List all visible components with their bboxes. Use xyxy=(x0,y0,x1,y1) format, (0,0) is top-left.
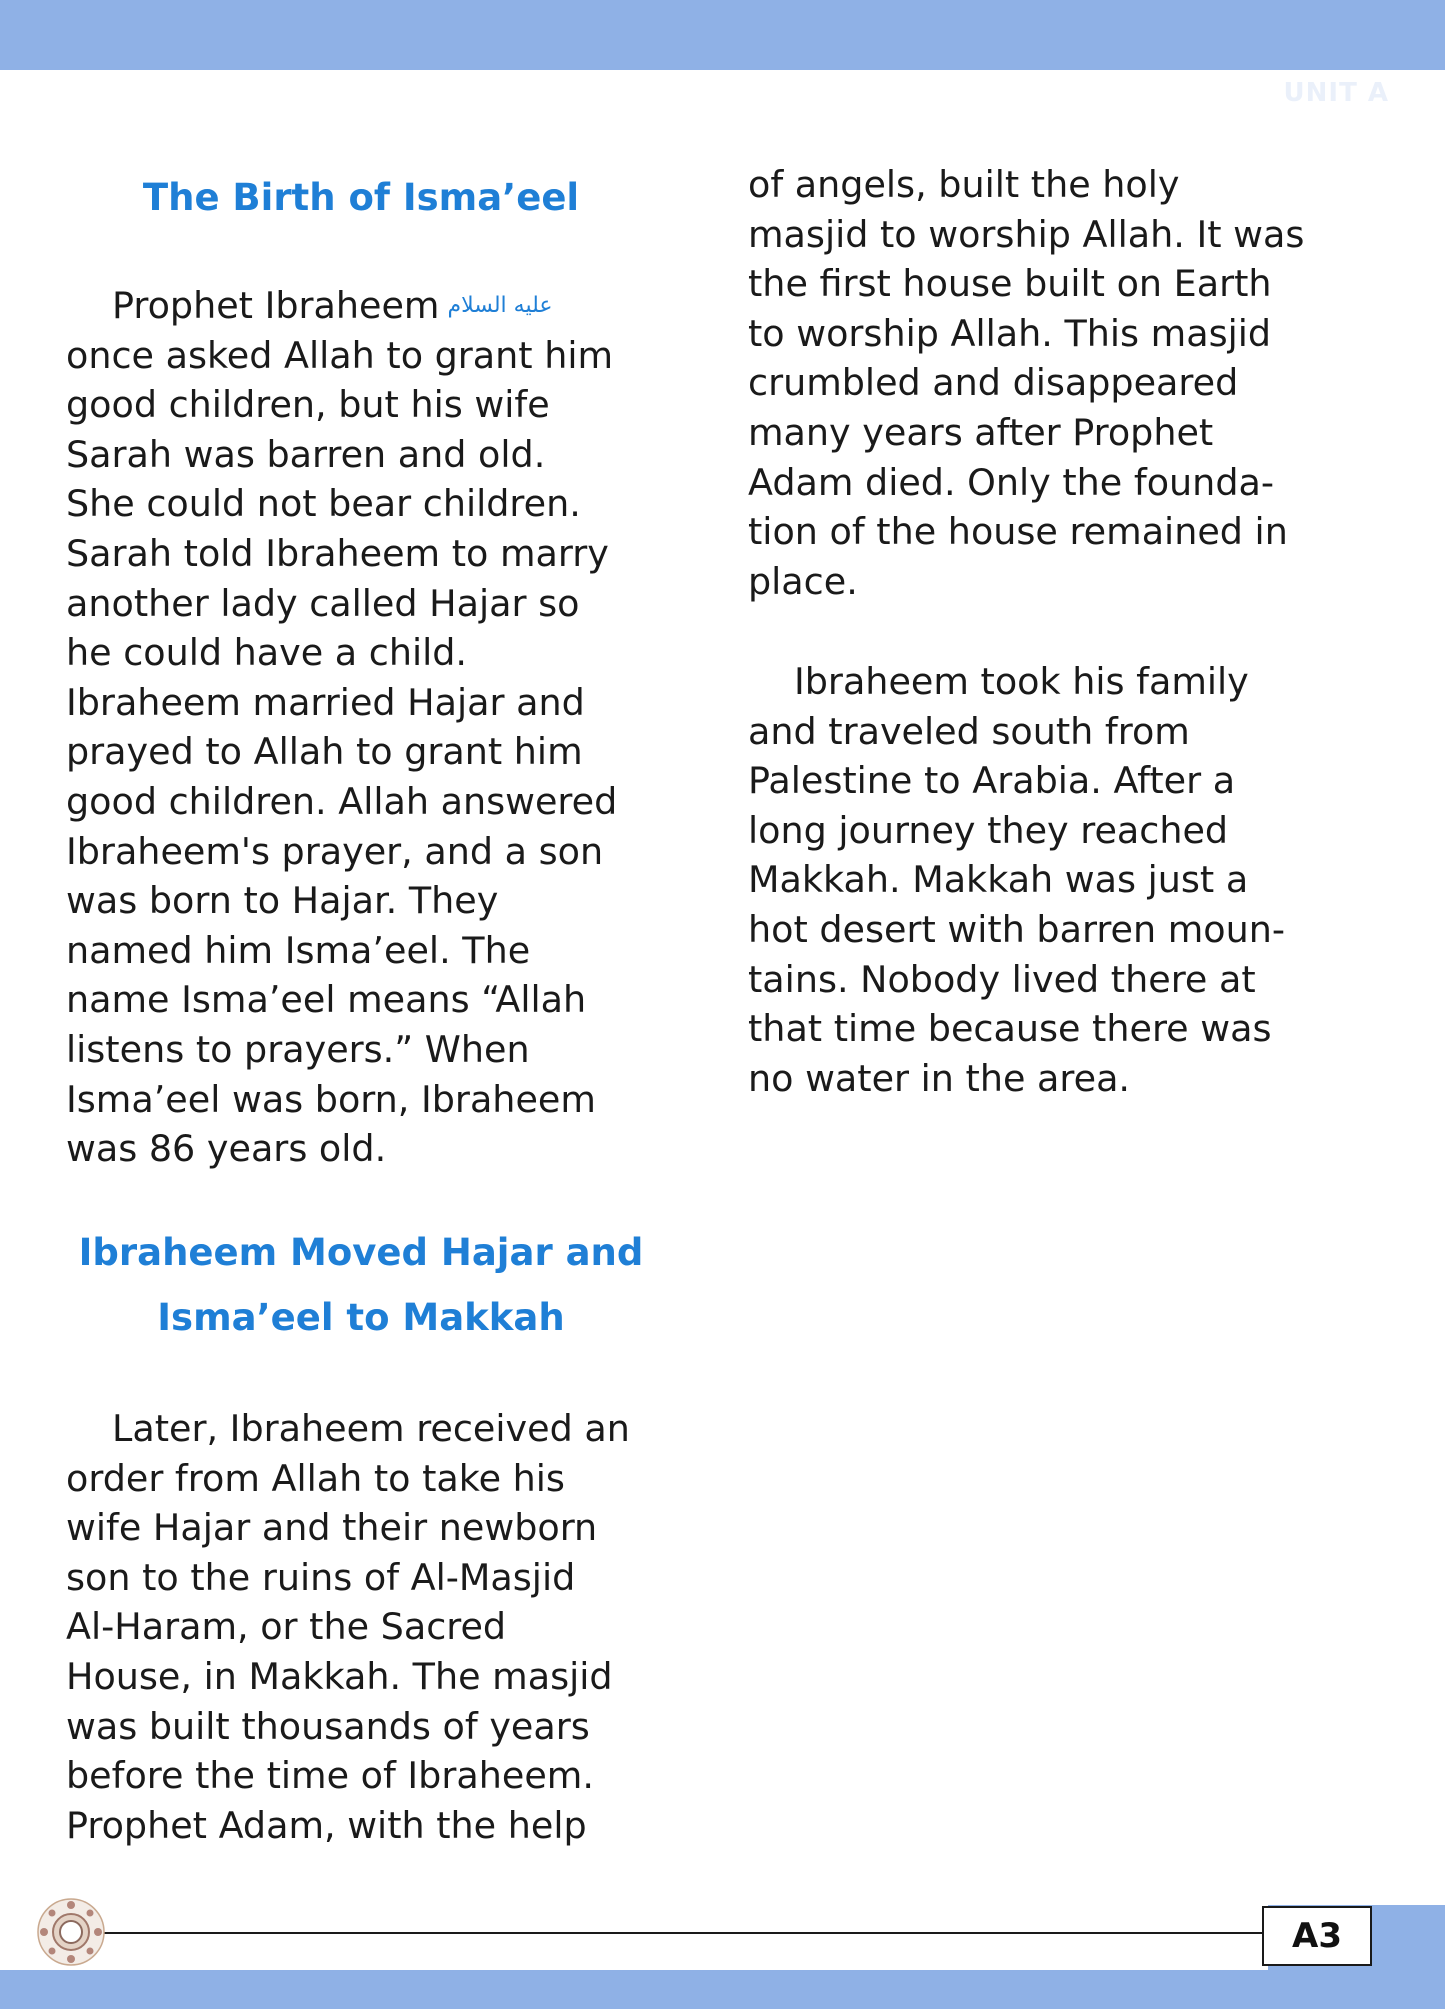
text-line: named him Isma’eel. The xyxy=(66,928,531,972)
unit-label: UNIT A xyxy=(1283,78,1389,108)
text-line: Prophet Adam, with the help xyxy=(66,1803,587,1847)
text-line: She could not bear children. xyxy=(66,482,581,526)
text-line: Adam died. Only the founda- xyxy=(748,460,1275,504)
page-number-box xyxy=(1262,1906,1372,1966)
text-line: place. xyxy=(748,559,858,603)
text-line: hot desert with barren moun- xyxy=(748,907,1286,951)
paragraph-birth xyxy=(66,281,617,1174)
text-line: tion of the house remained in xyxy=(748,510,1288,554)
text-line: that time because there was xyxy=(748,1007,1272,1051)
text-line: Sarah was barren and old. xyxy=(66,432,546,476)
heading-moved-line-2: Isma’eel to Makkah xyxy=(157,1296,565,1339)
text-line: name Isma’eel means “Allah xyxy=(66,978,587,1022)
text-line: masjid to worship Allah. It was xyxy=(748,212,1305,256)
text-line: long journey they reached xyxy=(748,808,1229,852)
text-line: before the time of Ibraheem. xyxy=(66,1754,594,1798)
text-line: to worship Allah. This masjid xyxy=(748,311,1272,355)
text-line: good children, but his wife xyxy=(66,383,550,427)
heading-birth-of-ismaeel: The Birth of Isma’eel xyxy=(142,176,580,219)
text-line: crumbled and disappeared xyxy=(748,361,1239,405)
text-line: he could have a child. xyxy=(66,631,468,675)
heading-moved-line-1: Ibraheem Moved Hajar and xyxy=(78,1231,644,1274)
bottom-color-band xyxy=(0,1970,1445,2009)
rosette-ornament-icon xyxy=(36,1897,106,1967)
paragraph-journey xyxy=(748,657,1285,1103)
text-line: order from Allah to take his xyxy=(66,1456,565,1500)
arabic-honorific: عليه السلام xyxy=(447,293,553,318)
text-line: Ibraheem took his family xyxy=(794,660,1249,703)
paragraph-moved xyxy=(66,1404,630,1850)
text-line: no water in the area. xyxy=(748,1056,1131,1100)
text-line: son to the ruins of Al-Masjid xyxy=(66,1555,576,1599)
text-line: Palestine to Arabia. After a xyxy=(748,759,1236,803)
text-line: prayed to Allah to grant him xyxy=(66,730,583,774)
text-line: Prophet Ibraheem عليه السلام xyxy=(112,284,553,327)
text-line: and traveled south from xyxy=(748,709,1190,753)
footer-rule xyxy=(100,1932,1268,1934)
page-number: A3 xyxy=(1292,1916,1342,1956)
text-line: was 86 years old. xyxy=(66,1127,387,1171)
text-line: House, in Makkah. The masjid xyxy=(66,1654,613,1698)
text-line: was built thousands of years xyxy=(66,1704,590,1748)
text-line: tains. Nobody lived there at xyxy=(748,957,1256,1001)
text-line: Makkah. Makkah was just a xyxy=(748,858,1249,902)
text-line: another lady called Hajar so xyxy=(66,581,580,625)
top-color-band xyxy=(0,0,1445,70)
text-line: the first house built on Earth xyxy=(748,262,1272,306)
text-line: once asked Allah to grant him xyxy=(66,333,614,377)
text-line: Later, Ibraheem received an xyxy=(112,1407,630,1450)
text-line: good children. Allah answered xyxy=(66,779,618,823)
text-line: Ibraheem married Hajar and xyxy=(66,680,585,724)
text-line: Ibraheem's prayer, and a son xyxy=(66,829,604,873)
text-line: Al-Haram, or the Sacred xyxy=(66,1605,507,1649)
text-line: Sarah told Ibraheem to marry xyxy=(66,531,609,575)
text-line: was born to Hajar. They xyxy=(66,879,499,923)
text-line: wife Hajar and their newborn xyxy=(66,1506,598,1550)
text-line: of angels, built the holy xyxy=(748,163,1180,206)
text-line: Isma’eel was born, Ibraheem xyxy=(66,1077,596,1121)
text-line: listens to prayers.” When xyxy=(66,1027,530,1071)
paragraph-masjid xyxy=(748,160,1304,606)
text-line: many years after Prophet xyxy=(748,410,1214,454)
